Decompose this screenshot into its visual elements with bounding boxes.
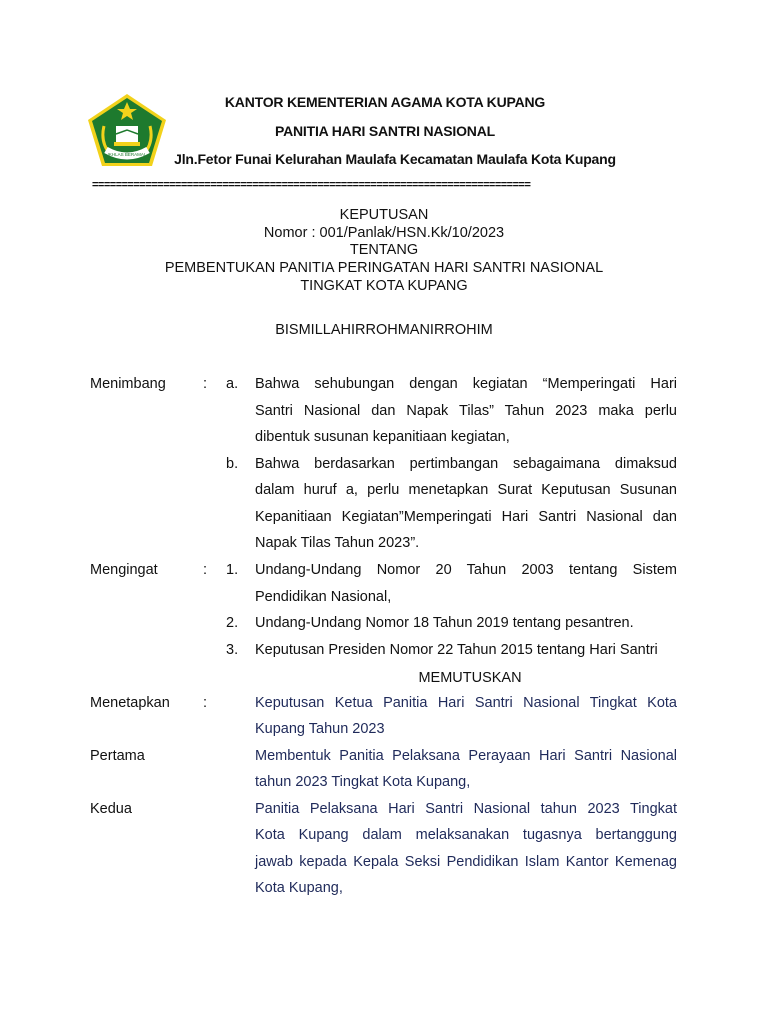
mengingat-2-line: Undang-Undang Nomor 18 Tahun 2019 tentang pesantren. <box>255 615 634 631</box>
menetapkan-line: Keputusan Ketua Panitia Hari Santri Nasional Tingkat Kota <box>255 695 677 711</box>
menimbang-b-line: Napak Tilas Tahun 2023”. <box>255 535 420 551</box>
menimbang-label: Menimbang <box>90 376 166 392</box>
menetapkan-label: Menetapkan <box>90 695 170 711</box>
colon: : <box>203 376 208 392</box>
item-marker: b. <box>226 456 239 472</box>
menimbang-b-line: dalam huruf a, perlu menetapkan Surat Keputusan Susunan <box>255 482 677 498</box>
colon: : <box>203 562 208 578</box>
pertama-line: tahun 2023 Tingkat Kota Kupang, <box>255 774 471 790</box>
menimbang-b-line: Kepanitiaan Kegiatan”Memperingati Hari Santri Nasional dan <box>255 509 677 525</box>
item-marker: a. <box>226 376 239 392</box>
kedua-line: Panitia Pelaksana Hari Santri Nasional tahun 2023 Tingkat <box>255 801 677 817</box>
letterhead-office: KANTOR KEMENTERIAN AGAMA KOTA KUPANG <box>224 94 546 110</box>
menimbang-b-line: Bahwa berdasarkan pertimbangan sebagaimana dimaksud <box>255 456 677 472</box>
mengingat-label: Mengingat <box>90 562 158 578</box>
decree-number: Nomor : 001/Panlak/HSN.Kk/10/2023 <box>263 225 505 241</box>
decree-tentang: TENTANG <box>349 242 419 258</box>
letterhead-separator: ========================================================================== <box>92 179 531 191</box>
kedua-line: jawab kepada Kepala Seksi Pendidikan Islam Kantor Kemenag <box>255 854 677 870</box>
decree-subject-line1: PEMBENTUKAN PANITIA PERINGATAN HARI SANTRI NASIONAL <box>164 260 604 276</box>
item-marker: 3. <box>226 642 239 658</box>
svg-text:IKHLAS BERAMAL: IKHLAS BERAMAL <box>107 152 147 157</box>
mengingat-3-line: Keputusan Presiden Nomor 22 Tahun 2015 tentang Hari Santri <box>255 642 658 658</box>
menimbang-a-line: Santri Nasional dan Napak Tilas” Tahun 2023 maka perlu <box>255 403 677 419</box>
pertama-label: Pertama <box>90 748 145 764</box>
decree-subject-line2: TINGKAT KOTA KUPANG <box>300 278 468 294</box>
menimbang-a-line: dibentuk susunan kepanitiaan kegiatan, <box>255 429 510 445</box>
kedua-label: Kedua <box>90 801 132 817</box>
decree-title: KEPUTUSAN <box>339 207 429 223</box>
letterhead-address: Jln.Fetor Funai Kelurahan Maulafa Kecamatan Maulafa Kota Kupang <box>174 151 616 167</box>
mengingat-1-line: Undang-Undang Nomor 20 Tahun 2003 tentang Sistem <box>255 562 677 578</box>
bismillah: BISMILLAHIRROHMANIRROHIM <box>275 322 493 338</box>
pertama-line: Membentuk Panitia Pelaksana Perayaan Hari Santri Nasional <box>255 748 677 764</box>
mengingat-1-line: Pendidikan Nasional, <box>255 589 392 605</box>
kedua-line: Kota Kupang dalam melaksanakan tugasnya bertanggung <box>255 827 677 843</box>
kedua-line: Kota Kupang, <box>255 880 343 896</box>
item-marker: 1. <box>226 562 239 578</box>
menimbang-a-line: Bahwa sehubungan dengan kegiatan “Memperingati Hari <box>255 376 677 392</box>
menetapkan-line: Kupang Tahun 2023 <box>255 721 385 737</box>
memutuskan-heading: MEMUTUSKAN <box>418 670 522 686</box>
item-marker: 2. <box>226 615 239 631</box>
letterhead-committee: PANITIA HARI SANTRI NASIONAL <box>275 123 495 139</box>
colon: : <box>203 695 208 711</box>
